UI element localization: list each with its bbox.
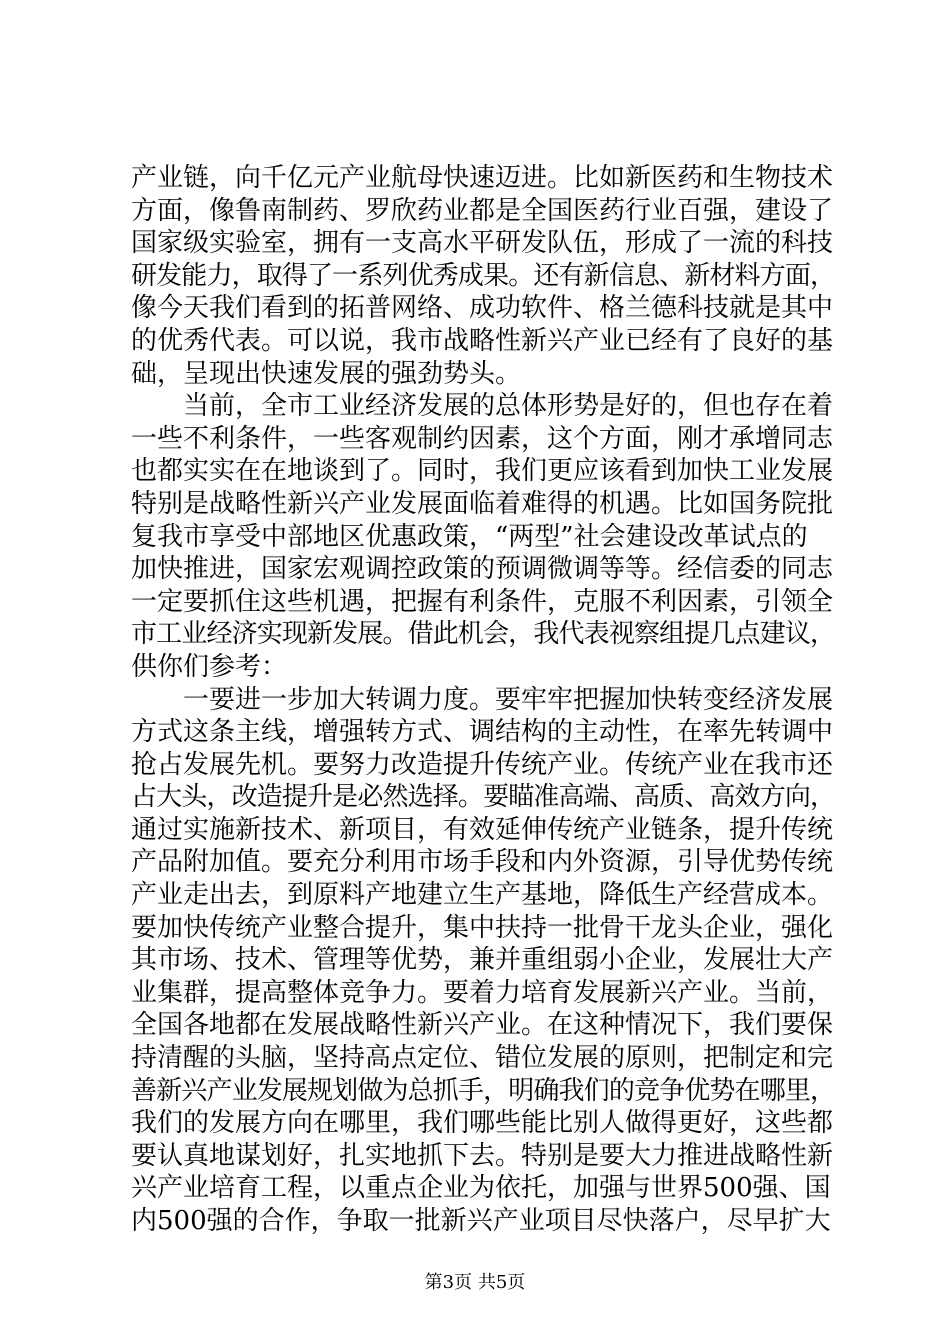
text-line: 一定要抓住这些机遇，把握有利条件，克服不利因素，引领全 bbox=[131, 586, 834, 617]
text-line: 我们的发展方向在哪里，我们哪些能比别人做得更好，这些都 bbox=[131, 1108, 834, 1139]
text-line: 要认真地谋划好，扎实地抓下去。特别是要大力推进战略性新 bbox=[131, 1140, 834, 1171]
text-line: 复我市享受中部地区优惠政策，“两型”社会建设改革试点的 bbox=[131, 521, 808, 552]
text-line: 善新兴产业发展规划做为总抓手，明确我们的竞争优势在哪里， bbox=[131, 1075, 836, 1106]
text-line: 当前，全市工业经济发展的总体形势是好的，但也存在着 bbox=[131, 391, 834, 422]
body-text bbox=[131, 162, 836, 1238]
page-footer: 第3页 共5页 bbox=[424, 1272, 526, 1293]
text-line: 一些不利条件，一些客观制约因素，这个方面，刚才承增同志 bbox=[131, 423, 834, 454]
text-line: 产业链，向千亿元产业航母快速迈进。比如新医药和生物技术 bbox=[131, 163, 834, 193]
text-line: 通过实施新技术、新项目，有效延伸传统产业链条，提升传统 bbox=[131, 814, 834, 845]
text-line: 像今天我们看到的拓普网络、成功软件、格兰德科技就是其中 bbox=[131, 293, 834, 324]
text-line: 产品附加值。要充分利用市场手段和内外资源，引导优势传统 bbox=[131, 847, 834, 878]
text-line: 产业走出去，到原料产地建立生产基地，降低生产经营成本。 bbox=[131, 880, 834, 911]
text-line: 业集群，提高整体竞争力。要着力培育发展新兴产业。当前， bbox=[131, 977, 834, 1008]
text-line: 的优秀代表。可以说，我市战略性新兴产业已经有了良好的基 bbox=[131, 325, 834, 356]
text-line: 要加快传统产业整合提升，集中扶持一批骨干龙头企业，强化 bbox=[131, 912, 834, 943]
text-line: 方式这条主线，增强转方式、调结构的主动性，在率先转调中 bbox=[131, 717, 834, 748]
text-line: 市工业经济实现新发展。借此机会，我代表视察组提几点建议， bbox=[131, 619, 836, 650]
text-line: 内500强的合作，争取一批新兴产业项目尽快落户，尽早扩大 bbox=[131, 1206, 831, 1236]
text-line: 供你们参考： bbox=[131, 651, 288, 682]
text-line: 其市场、技术、管理等优势，兼并重组弱小企业，发展壮大产 bbox=[131, 945, 834, 976]
text-line: 全国各地都在发展战略性新兴产业。在这种情况下，我们要保 bbox=[131, 1010, 834, 1041]
text-line: 持清醒的头脑，坚持高点定位、错位发展的原则，把制定和完 bbox=[131, 1043, 834, 1074]
text-line: 占大头，改造提升是必然选择。要瞄准高端、高质、高效方向， bbox=[131, 782, 836, 813]
text-line: 抢占发展先机。要努力改造提升传统产业。传统产业在我市还 bbox=[131, 749, 834, 780]
text-line: 国家级实验室，拥有一支高水平研发队伍，形成了一流的科技 bbox=[131, 228, 834, 259]
text-line: 兴产业培育工程，以重点企业为依托，加强与世界500强、国 bbox=[131, 1173, 831, 1204]
text-line: 研发能力，取得了一系列优秀成果。还有新信息、新材料方面， bbox=[131, 260, 836, 291]
text-line: 础，呈现出快速发展的强劲势头。 bbox=[131, 358, 522, 389]
text-line: 也都实实在在地谈到了。同时，我们更应该看到加快工业发展 bbox=[131, 456, 834, 487]
text-line: 特别是战略性新兴产业发展面临着难得的机遇。比如国务院批 bbox=[131, 488, 834, 519]
text-line: 方面，像鲁南制药、罗欣药业都是全国医药行业百强，建设了 bbox=[131, 195, 834, 226]
text-line: 一要进一步加大转调力度。要牢牢把握加快转变经济发展 bbox=[131, 684, 834, 715]
text-line: 加快推进，国家宏观调控政策的预调微调等等。经信委的同志 bbox=[131, 554, 834, 585]
